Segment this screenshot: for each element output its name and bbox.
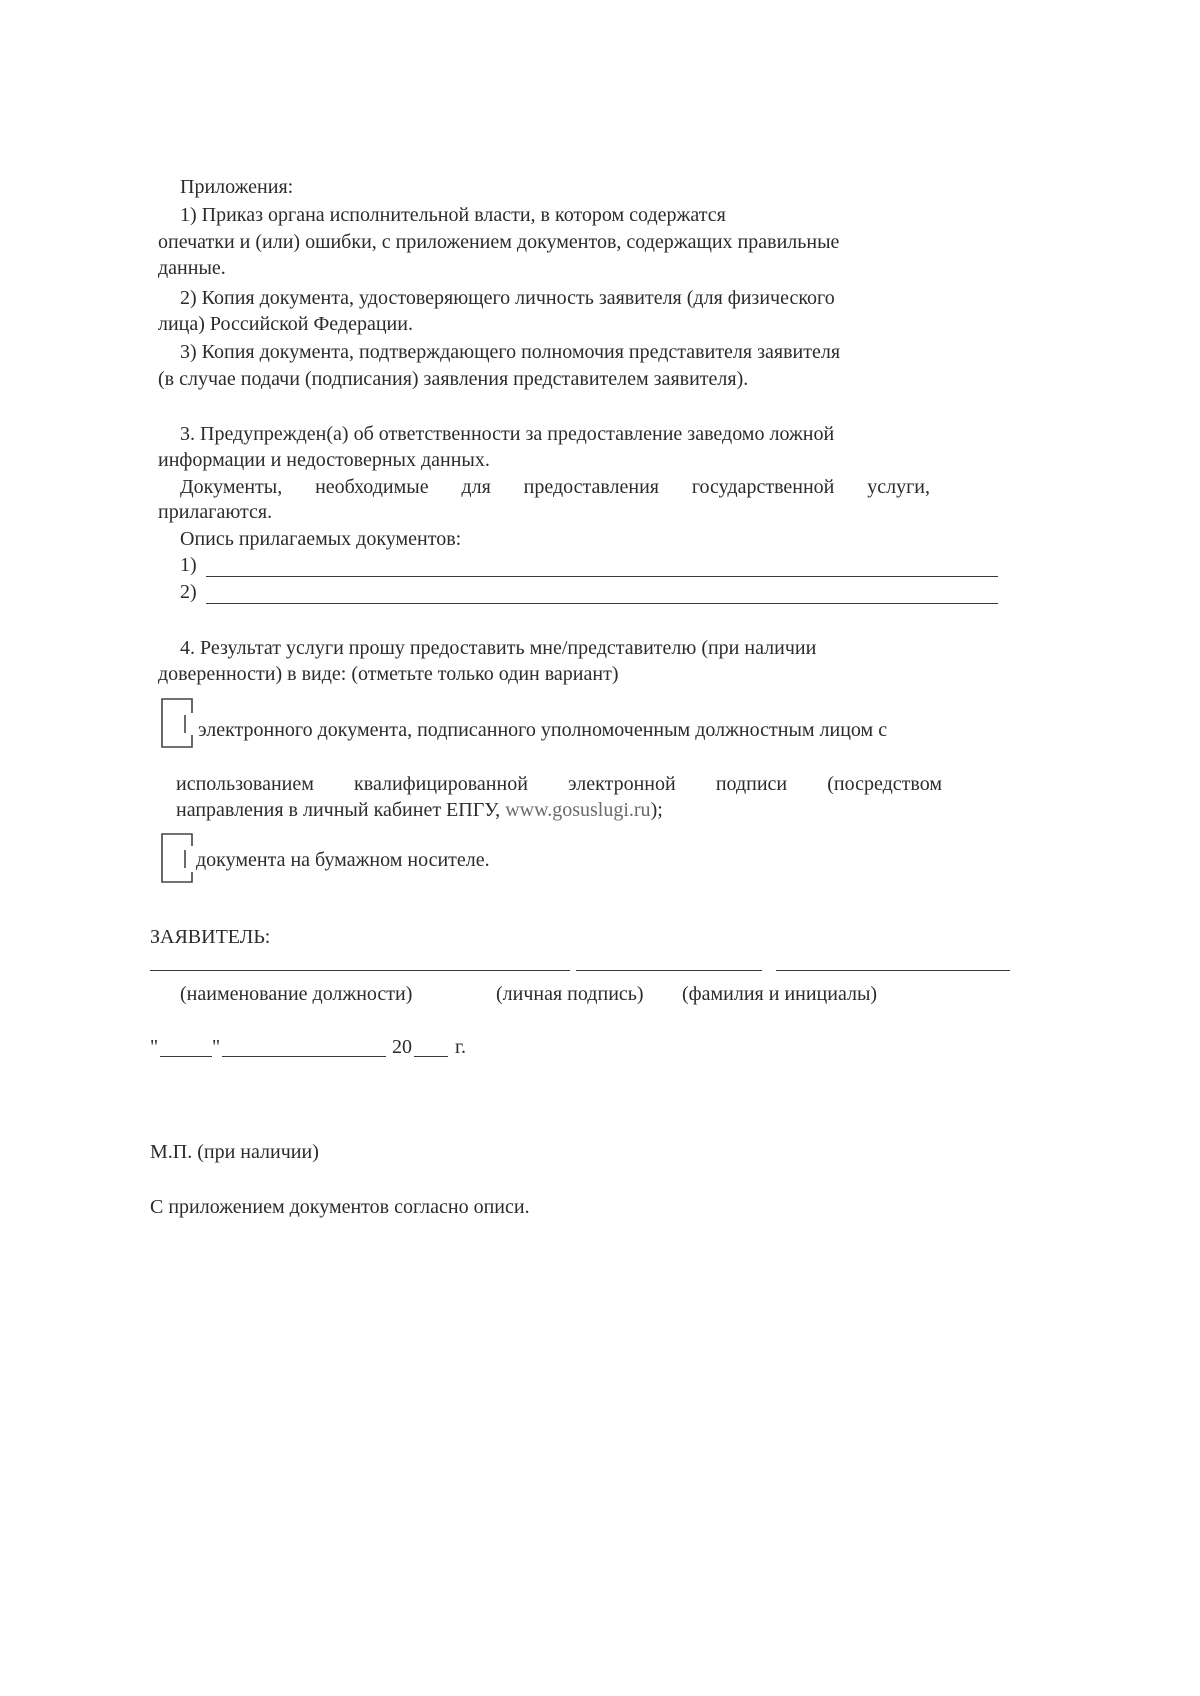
signature-caption: (личная подпись) — [496, 983, 644, 1005]
attachment-2-line-1: 2) Копия документа, удостоверяющего личность заявителя (для физического — [180, 287, 835, 309]
name-caption: (фамилия и инициалы) — [682, 983, 878, 1005]
date-open-quote: " — [150, 1036, 159, 1058]
position-caption: (наименование должности) — [180, 983, 413, 1005]
warning-line-1: 3. Предупрежден(а) об ответственности за предоставление заведомо ложной — [180, 423, 835, 445]
applicant-heading: ЗАЯВИТЕЛЬ: — [150, 926, 271, 948]
inventory-item-1-blank-line[interactable] — [206, 576, 998, 577]
attachment-1-line-3: данные. — [158, 257, 226, 279]
paper-document-checkbox[interactable] — [160, 832, 194, 884]
result-line-2: доверенности) в виде: (отметьте только один вариант) — [158, 663, 619, 685]
electronic-option-line-3-end: ); — [650, 799, 663, 821]
date-year-blank-line[interactable] — [414, 1056, 448, 1057]
result-line-1: 4. Результат услуги прошу предоставить мне/представителю (при наличии — [180, 637, 817, 659]
date-year-prefix: 20 — [392, 1036, 412, 1058]
inventory-item-1-label: 1) — [180, 554, 197, 576]
date-close-quote: " — [212, 1036, 221, 1058]
attachment-3-line-2: (в случае подачи (подписания) заявления представителем заявителя). — [158, 368, 749, 390]
position-blank-line[interactable] — [150, 970, 570, 971]
inventory-item-2-blank-line[interactable] — [206, 603, 998, 604]
electronic-option-line-3 — [176, 798, 663, 823]
attachment-1-line-1: 1) Приказ органа исполнительной власти, в котором содержатся — [180, 204, 726, 226]
warning-line-2: информации и недостоверных данных. — [158, 449, 490, 471]
attachments-note: С приложением документов согласно описи. — [150, 1196, 530, 1218]
electronic-document-checkbox[interactable] — [160, 697, 194, 749]
date-year-suffix: г. — [455, 1036, 466, 1058]
attachment-2-line-2: лица) Российской Федерации. — [158, 313, 413, 335]
name-blank-line[interactable] — [776, 970, 1010, 971]
documents-line-2: прилагаются. — [158, 501, 273, 523]
checkbox-bracket-icon — [160, 832, 194, 884]
stamp-note: М.П. (при наличии) — [150, 1141, 319, 1163]
checkbox-bracket-icon — [160, 697, 194, 749]
electronic-option-line-3-text: направления в личный кабинет ЕПГУ, — [176, 799, 506, 821]
signature-blank-line[interactable] — [576, 970, 762, 971]
date-month-blank-line[interactable] — [222, 1056, 386, 1057]
date-day-blank-line[interactable] — [160, 1056, 212, 1057]
inventory-item-2-label: 2) — [180, 581, 197, 603]
paper-option-label: документа на бумажном носителе. — [196, 849, 490, 871]
documents-line-1: Документы, необходимые для предоставления государственной услуги, — [180, 476, 930, 498]
gosuslugi-link[interactable]: www.gosuslugi.ru — [505, 799, 651, 821]
attachments-heading: Приложения: — [180, 176, 294, 198]
electronic-option-line-2: использованием квалифицированной электронной подписи (посредством — [176, 773, 942, 795]
inventory-heading: Опись прилагаемых документов: — [180, 528, 462, 550]
attachment-3-line-1: 3) Копия документа, подтверждающего полномочия представителя заявителя — [180, 341, 841, 363]
electronic-option-line-1: электронного документа, подписанного уполномоченным должностным лицом с — [198, 719, 888, 741]
attachment-1-line-2: опечатки и (или) ошибки, с приложением документов, содержащих правильные — [158, 231, 840, 253]
